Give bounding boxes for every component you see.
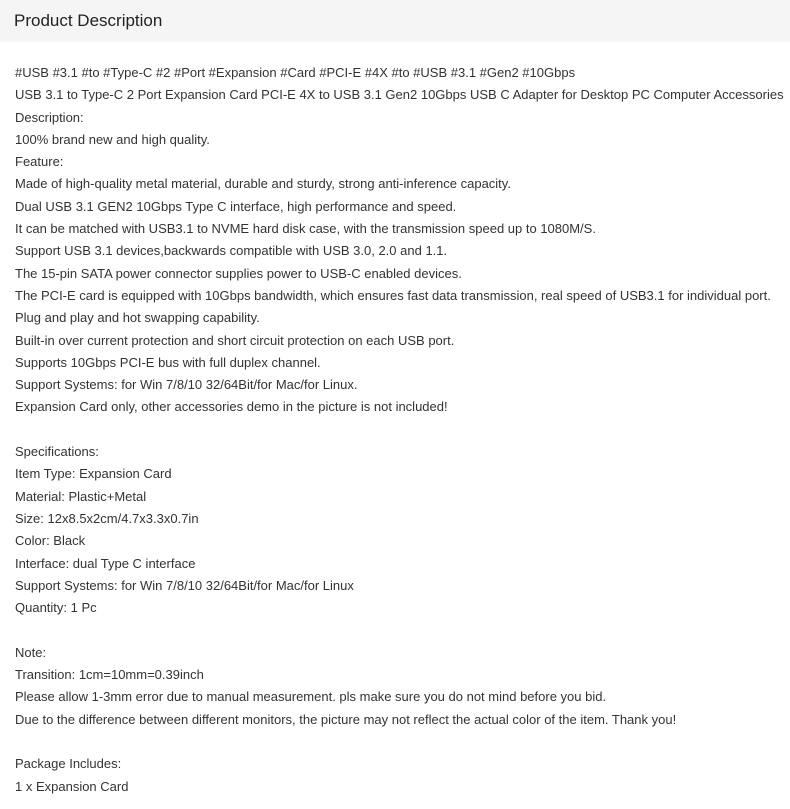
description-line: Supports 10Gbps PCI-E bus with full duplex channel. (15, 354, 321, 370)
description-line: Material: Plastic+Metal (15, 488, 147, 504)
description-line: Made of high-quality metal material, durable and sturdy, strong anti-inference capacity. (15, 176, 511, 192)
description-line: Support Systems: for Win 7/8/10 32/64Bit/for Mac/for Linux (15, 577, 354, 593)
description-line (15, 419, 790, 441)
description-line: Built-in over current protection and short circuit protection on each USB port. (15, 332, 455, 348)
description-line: Interface: dual Type C interface (15, 555, 196, 571)
description-line: Item Type: Expansion Card (15, 466, 172, 482)
description-line: Expansion Card only, other accessories demo in the picture is not included! (15, 399, 448, 415)
description-line: Transition: 1cm=10mm=0.39inch (15, 667, 204, 683)
description-line: Please allow 1-3mm error due to manual measurement. pls make sure you do not mind before you bid. (15, 689, 607, 705)
description-line: Color: Black (15, 533, 86, 549)
description-line (15, 731, 790, 753)
description-body (0, 42, 790, 798)
description-line: Specifications: (15, 444, 99, 460)
description-line: Dual USB 3.1 GEN2 10Gbps Type C interface, high performance and speed. (15, 198, 457, 214)
description-line: 100% brand new and high quality. (15, 131, 210, 147)
description-line: Feature: (15, 154, 64, 170)
description-line (15, 619, 790, 641)
description-line: Support USB 3.1 devices,backwards compatible with USB 3.0, 2.0 and 1.1. (15, 243, 448, 259)
description-line: Support Systems: for Win 7/8/10 32/64Bit/for Mac/for Linux. (15, 377, 358, 393)
description-line: #USB #3.1 #to #Type-C #2 #Port #Expansion #Card #PCI-E #4X #to #USB #3.1 #Gen2 #10Gbps (15, 65, 576, 80)
description-line: The 15-pin SATA power connector supplies power to USB-C enabled devices. (15, 265, 462, 281)
description-line: Note: (15, 644, 47, 660)
section-title: Product Description (14, 11, 163, 30)
description-line: USB 3.1 to Type-C 2 Port Expansion Card PCI-E 4X to USB 3.1 Gen2 10Gbps USB C Adapter for Desktop PC Computer Accessories (15, 87, 784, 103)
description-line: Size: 12x8.5x2cm/4.7x3.3x0.7in (15, 510, 199, 526)
description-line: 1 x Expansion Card (15, 778, 129, 794)
description-line: It can be matched with USB3.1 to NVME hard disk case, with the transmission speed up to 1080M/S. (15, 221, 596, 237)
product-description-header (0, 0, 790, 42)
description-line: Description: (15, 109, 84, 125)
description-line: Package Includes: (15, 756, 122, 772)
description-line: The PCI-E card is equipped with 10Gbps bandwidth, which ensures fast data transmission, real speed of USB3.1 for individual port. (15, 287, 771, 303)
description-line: Due to the difference between different monitors, the picture may not reflect the actual color of the item. Thank you! (15, 711, 677, 727)
description-line: Plug and play and hot swapping capability. (15, 310, 260, 326)
description-line: Quantity: 1 Pc (15, 600, 97, 616)
